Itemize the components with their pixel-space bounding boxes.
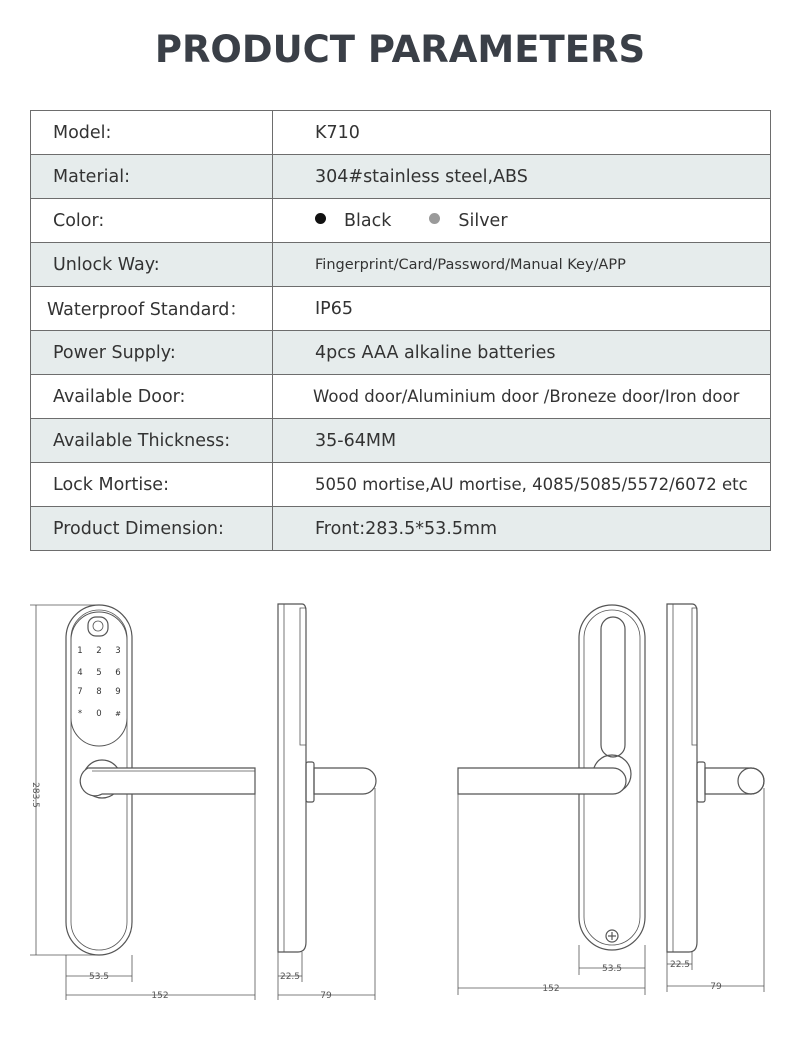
dimension-label-back-side-length: 79 bbox=[710, 982, 722, 992]
param-label-color: Color: bbox=[31, 199, 273, 243]
back-side-lever-end bbox=[738, 768, 764, 794]
back-side-lever bbox=[705, 768, 764, 794]
back-view-drawing bbox=[458, 605, 645, 950]
color-name-black: Black bbox=[344, 210, 392, 231]
keypad-key: 9 bbox=[115, 687, 121, 697]
fingerprint-sensor-icon bbox=[88, 617, 108, 636]
dimension-label-back-depth: 22.5 bbox=[669, 960, 691, 970]
param-value-model: K710 bbox=[273, 111, 771, 155]
color-name-silver: Silver bbox=[458, 210, 508, 231]
param-label-power-supply: Power Supply: bbox=[31, 331, 273, 375]
param-value-lock-mortise: 5050 mortise,AU mortise, 4085/5085/5572/6072 etc bbox=[273, 463, 771, 507]
param-label-unlock-way: Unlock Way: bbox=[31, 243, 273, 287]
param-label-available-door: Available Door: bbox=[31, 375, 273, 419]
table-row bbox=[31, 243, 771, 287]
dimension-label-depth: 22.5 bbox=[279, 972, 301, 982]
param-value-product-dimension: Front:283.5*53.5mm bbox=[273, 507, 771, 551]
keypad-key: 5 bbox=[96, 668, 102, 678]
table-row bbox=[31, 287, 771, 331]
front-side-dimension-labels bbox=[280, 972, 332, 1001]
keypad-key: 7 bbox=[77, 687, 83, 697]
table-row bbox=[31, 331, 771, 375]
technical-drawing bbox=[0, 590, 800, 1020]
dimension-label-side-length: 79 bbox=[320, 991, 332, 1001]
silver-color-swatch-icon bbox=[429, 213, 440, 224]
page-title: PRODUCT PARAMETERS bbox=[154, 28, 646, 71]
dimension-label-handle-length: 152 bbox=[151, 991, 169, 1001]
battery-cover bbox=[601, 617, 625, 757]
param-label-model: Model: bbox=[31, 111, 273, 155]
keypad-key: 4 bbox=[77, 668, 83, 678]
param-value-color bbox=[273, 199, 771, 243]
param-label-lock-mortise: Lock Mortise: bbox=[31, 463, 273, 507]
keypad-key: 1 bbox=[77, 646, 83, 656]
param-label-waterproof: Waterproof Standard： bbox=[31, 287, 273, 331]
keypad-key: 3 bbox=[115, 646, 121, 656]
keypad-key: # bbox=[115, 710, 121, 718]
front-side-body bbox=[278, 604, 306, 952]
keypad-key: 6 bbox=[115, 668, 121, 678]
param-value-waterproof: IP65 bbox=[273, 287, 771, 331]
table-row bbox=[31, 507, 771, 551]
table-row bbox=[31, 419, 771, 463]
keypad-panel bbox=[71, 612, 127, 746]
front-dimension-labels bbox=[30, 782, 169, 1001]
dimension-label-height: 283.5 bbox=[30, 782, 40, 808]
back-side-body bbox=[667, 604, 697, 952]
param-label-product-dimension: Product Dimension: bbox=[31, 507, 273, 551]
param-value-power-supply: 4pcs AAA alkaline batteries bbox=[273, 331, 771, 375]
table-row bbox=[31, 111, 771, 155]
param-label-material: Material: bbox=[31, 155, 273, 199]
parameters-table bbox=[30, 110, 771, 551]
front-side-lever bbox=[314, 768, 376, 794]
front-view-drawing bbox=[66, 605, 255, 955]
dimension-label-back-width: 53.5 bbox=[601, 964, 623, 974]
keypad-keys bbox=[77, 646, 121, 719]
keypad-key: 0 bbox=[96, 709, 102, 719]
dimension-label-width: 53.5 bbox=[88, 972, 110, 982]
param-value-unlock-way: Fingerprint/Card/Password/Manual Key/APP bbox=[273, 243, 771, 287]
back-lever-handle bbox=[458, 768, 626, 794]
table-row bbox=[31, 463, 771, 507]
param-value-available-door: Wood door/Aluminium door /Broneze door/Iron door bbox=[273, 375, 771, 419]
keypad-key: 2 bbox=[96, 646, 102, 656]
param-label-available-thickness: Available Thickness: bbox=[31, 419, 273, 463]
keypad-key: * bbox=[77, 709, 83, 719]
keypad-key: 8 bbox=[96, 687, 102, 697]
front-dimension-lines bbox=[30, 605, 255, 1000]
black-color-swatch-icon bbox=[315, 213, 326, 224]
dimension-label-back-handle-length: 152 bbox=[542, 984, 560, 994]
back-side-spindle bbox=[697, 762, 705, 802]
fingerprint-ring-icon bbox=[93, 621, 103, 631]
param-value-available-thickness: 35-64MM bbox=[273, 419, 771, 463]
table-row bbox=[31, 155, 771, 199]
back-side-view-drawing bbox=[667, 604, 764, 952]
front-lever-handle bbox=[80, 768, 255, 796]
param-value-material: 304#stainless steel,ABS bbox=[273, 155, 771, 199]
back-dimension-labels bbox=[542, 964, 622, 994]
table-row bbox=[31, 199, 771, 243]
table-row bbox=[31, 375, 771, 419]
front-side-view-drawing bbox=[278, 604, 376, 1000]
front-side-spindle bbox=[306, 762, 314, 802]
back-side-dimension-labels bbox=[670, 960, 722, 992]
